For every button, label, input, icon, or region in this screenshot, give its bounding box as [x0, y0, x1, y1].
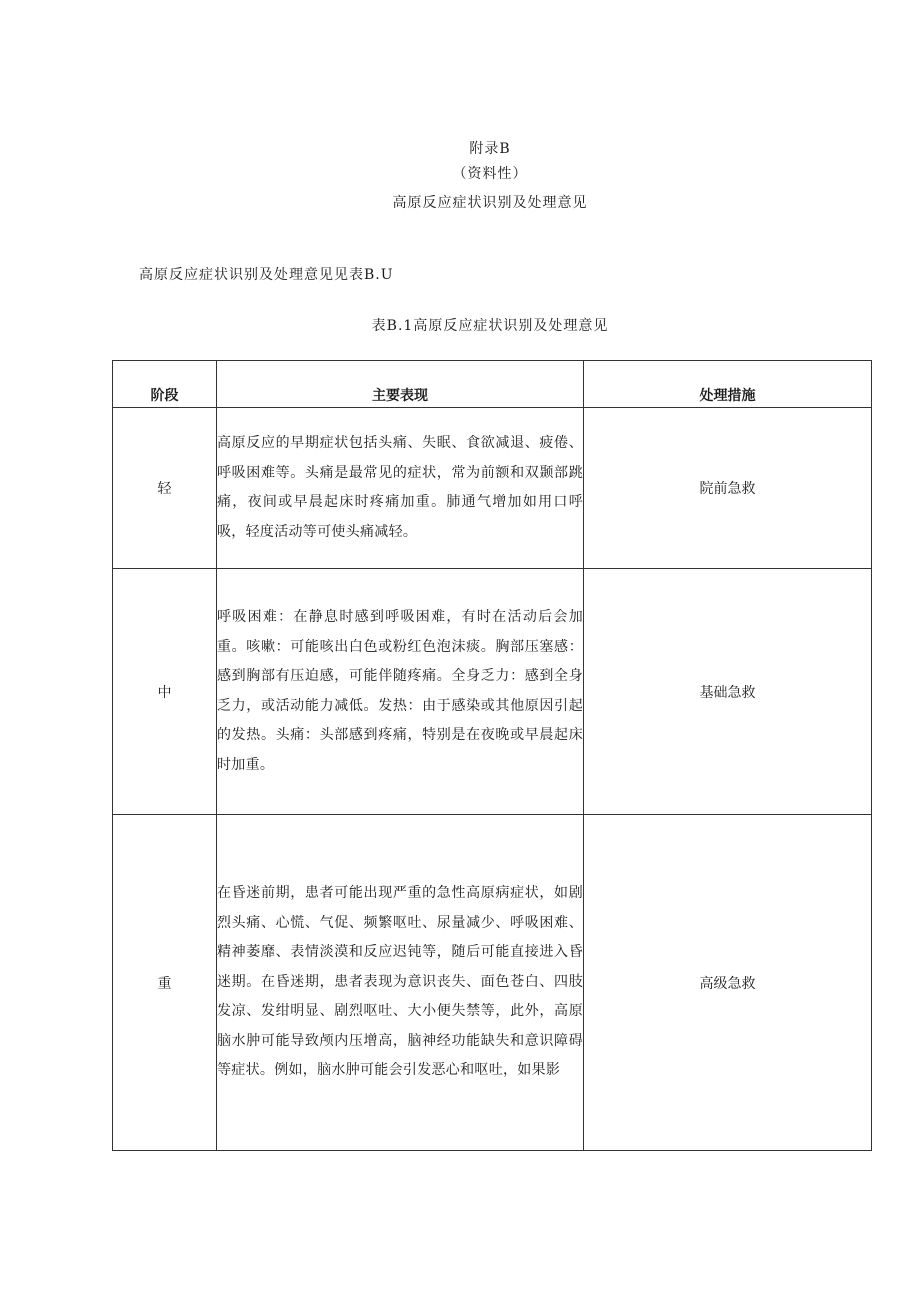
table-header-row [113, 361, 872, 408]
symptom-cell: 呼吸困难：在静息时感到呼吸困难，有时在活动后会加重。咳嗽：可能咳出白色或粉红色泡沫痰。胸部压塞感：感到胸部有压迫感，可能伴随疼痛。全身乏力：感到全身乏力，或活动能力减低。发热：由于感染或其他原因引起的发热。头痛：头部感到疼痛，特别是在夜晚或早晨起床时加重。 [217, 569, 584, 815]
table-row-mild [113, 408, 872, 569]
symptom-cell: 高原反应的早期症状包括头痛、失眠、食欲减退、疲倦、呼吸困难等。头痛是最常见的症状，常为前额和双颞部跳痛，夜间或早晨起床时疼痛加重。肺通气增加如用口呼吸，轻度活动等可使头痛减轻。 [217, 408, 584, 569]
measure-cell: 高级急救 [584, 815, 872, 1151]
measure-cell: 院前急救 [584, 408, 872, 569]
appendix-title: 高原反应症状识别及处理意见 [392, 195, 588, 211]
header-measures: 处理措施 [584, 361, 872, 408]
header-symptoms: 主要表现 [217, 361, 584, 408]
table-caption: 表B.1高原反应症状识别及处理意见 [371, 318, 609, 334]
stage-cell: 中 [113, 569, 217, 815]
appendix-type: （资料性） [452, 166, 528, 182]
header-stage: 阶段 [113, 361, 217, 408]
stage-cell: 轻 [113, 408, 217, 569]
appendix-label: 附录B [469, 141, 511, 157]
measure-cell: 基础急救 [584, 569, 872, 815]
symptom-table [112, 360, 872, 1151]
intro-sentence: 高原反应症状识别及处理意见见表B.U [139, 267, 394, 283]
symptom-cell: 在昏迷前期，患者可能出现严重的急性高原病症状，如剧烈头痛、心慌、气促、频繁呕吐、尿量减少、呼吸困难、精神萎靡、表情淡漠和反应迟钝等，随后可能直接进入昏迷期。在昏迷期，患者表现为意识丧失、面色苍白、四肢发凉、发绀明显、剧烈呕吐、大小便失禁等，此外，高原脑水肿可能导致颅内压增高，脑神经功能缺失和意识障碍等症状。例如，脑水肿可能会引发恶心和呕吐，如果影 [217, 815, 584, 1151]
table-row-moderate [113, 569, 872, 815]
stage-cell: 重 [113, 815, 217, 1151]
table-row-severe [113, 815, 872, 1151]
